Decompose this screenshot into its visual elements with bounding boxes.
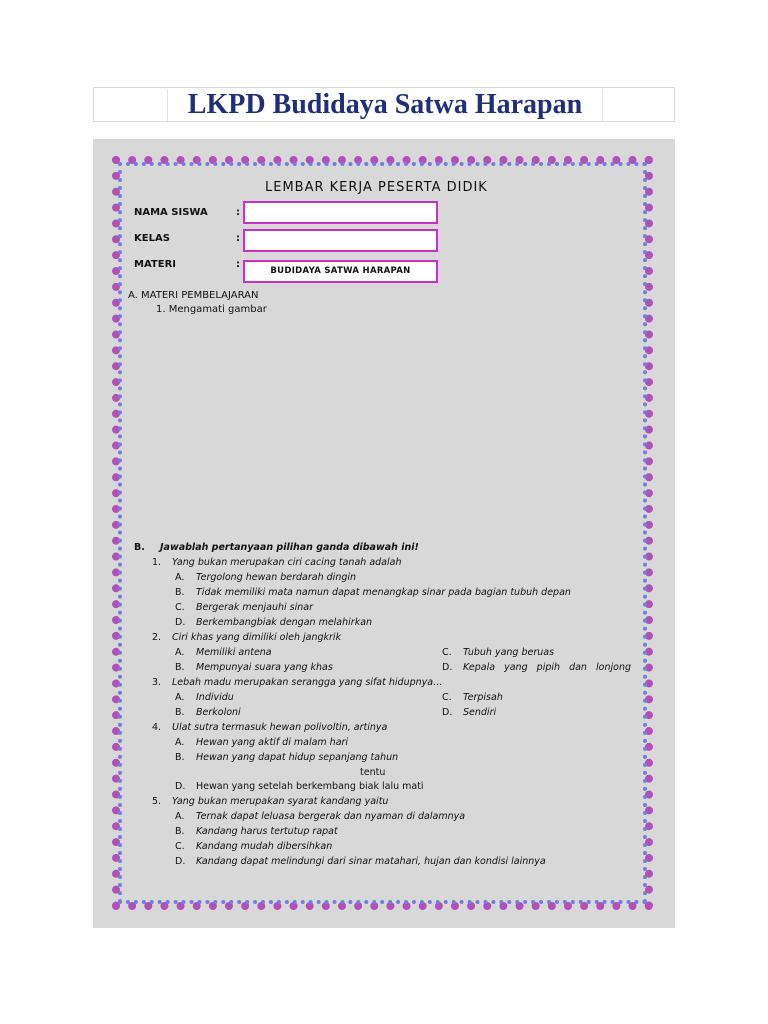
option-text: Tubuh yang beruas — [463, 647, 555, 658]
option-text: Kandang harus tertutup rapat — [196, 826, 338, 837]
option-text: Berkembangbiak dengan melahirkan — [196, 617, 373, 628]
field-label-materi: MATERI — [134, 259, 176, 270]
option-letter: C. — [175, 602, 185, 613]
field-colon-materi: : — [236, 259, 240, 270]
option-letter: B. — [175, 826, 185, 837]
option-text: Kandang mudah dibersihkan — [196, 841, 333, 852]
question-text: Yang bukan merupakan syarat kandang yaitu — [172, 796, 389, 807]
question-text: Ciri khas yang dimiliki oleh jangkrik — [172, 632, 342, 643]
option-letter: B. — [175, 587, 185, 598]
option-text: Kepala yang pipih dan lonjong — [463, 662, 631, 673]
option-text: Tidak memiliki mata namun dapat menangkap sinar pada bagian tubuh depan — [196, 587, 571, 598]
field-colon-nama: : — [236, 207, 240, 218]
option-letter: B. — [175, 752, 185, 763]
question-number: 2. — [152, 632, 162, 643]
field-label-kelas: KELAS — [134, 233, 170, 244]
question-number: 4. — [152, 722, 162, 733]
field-colon-kelas: : — [236, 233, 240, 244]
section-a-item: 1. Mengamati gambar — [156, 304, 267, 315]
worksheet-image — [93, 139, 675, 928]
option-letter: A. — [175, 647, 185, 658]
option-text: Berkoloni — [196, 707, 241, 718]
option-letter: C. — [442, 692, 452, 703]
option-letter: A. — [175, 737, 185, 748]
title-box — [93, 87, 675, 122]
option-text: Hewan yang dapat hidup sepanjang tahun — [196, 752, 399, 763]
option-letter: C. — [442, 647, 452, 658]
option-letter: A. — [175, 692, 185, 703]
option-text: Bergerak menjauhi sinar — [196, 602, 314, 613]
question-number: 3. — [152, 677, 162, 688]
option-text: Terpisah — [463, 692, 503, 703]
question-text: Ulat sutra termasuk hewan polivoltin, artinya — [172, 722, 388, 733]
option-text: Sendiri — [463, 707, 497, 718]
option-text: Tergolong hewan berdarah dingin — [196, 572, 357, 583]
nama-siswa-field[interactable] — [243, 201, 438, 224]
option-text: Ternak dapat leluasa bergerak dan nyaman di dalamnya — [196, 811, 466, 822]
option-letter: A. — [175, 572, 185, 583]
question-number: 5. — [152, 796, 162, 807]
option-text: Hewan yang aktif di malam hari — [196, 737, 349, 748]
page-title: LKPD Budidaya Satwa Harapan — [167, 89, 603, 121]
option-letter: B. — [175, 662, 185, 673]
option-text: Memiliki antena — [196, 647, 272, 658]
option-letter: B. — [175, 707, 185, 718]
option-text: Kandang dapat melindungi dari sinar matahari, hujan dan kondisi lainnya — [196, 856, 546, 867]
option-letter: D. — [442, 662, 453, 673]
option-text: Hewan yang setelah berkembang biak lalu mati — [196, 781, 424, 792]
worksheet-heading: LEMBAR KERJA PESERTA DIDIK — [265, 180, 488, 195]
section-a-heading: A. MATERI PEMBELAJARAN — [128, 290, 259, 301]
section-b-heading: Jawablah pertanyaan pilihan ganda dibawah ini! — [160, 542, 419, 553]
question-text: Lebah madu merupakan serangga yang sifat hidupnya… — [172, 677, 443, 688]
option-letter: A. — [175, 811, 185, 822]
option-letter: D. — [175, 856, 186, 867]
question-text: Yang bukan merupakan ciri cacing tanah adalah — [172, 557, 402, 568]
option-letter: C. — [175, 841, 185, 852]
kelas-field[interactable] — [243, 229, 438, 252]
option-letter: D. — [175, 617, 186, 628]
field-label-nama: NAMA SISWA — [134, 207, 208, 218]
section-b-number: B. — [134, 542, 145, 553]
option-letter: D. — [175, 781, 186, 792]
option-text: Individu — [196, 692, 234, 703]
option-text: tentu — [360, 767, 386, 778]
option-letter: D. — [442, 707, 453, 718]
materi-field: BUDIDAYA SATWA HARAPAN — [243, 260, 438, 283]
question-number: 1. — [152, 557, 162, 568]
option-text: Mempunyai suara yang khas — [196, 662, 333, 673]
